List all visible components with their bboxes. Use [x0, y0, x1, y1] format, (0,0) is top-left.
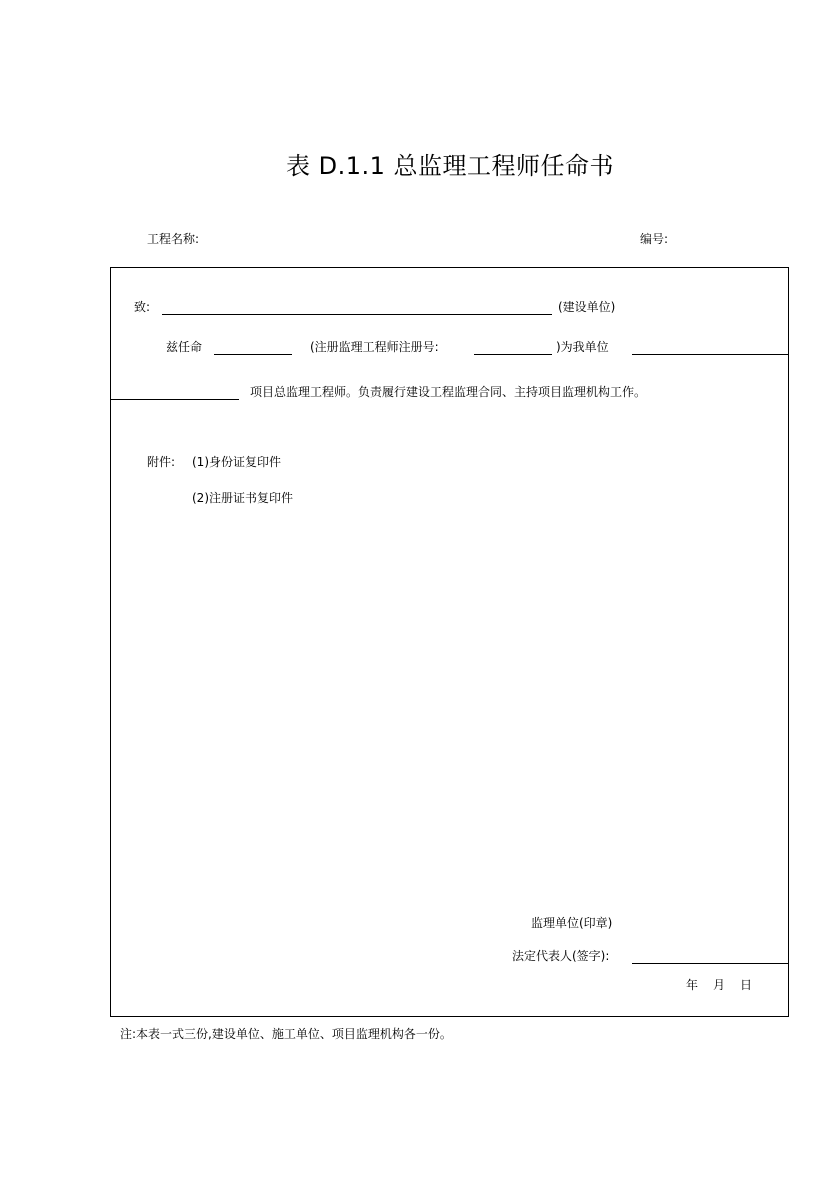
number-label: 编号:	[640, 232, 669, 246]
appoint-label: 兹任命	[166, 340, 203, 354]
attachment-2: (2)注册证书复印件	[192, 491, 293, 505]
date-month: 月	[713, 978, 726, 992]
attachments-label: 附件:	[147, 455, 176, 469]
project-field-continued[interactable]	[110, 399, 239, 400]
reg-no-label: (注册监理工程师注册号:	[310, 340, 439, 354]
page-title: 表 D.1.1 总监理工程师任命书	[285, 152, 615, 180]
legal-rep-signature-field[interactable]	[632, 963, 789, 964]
date-year: 年	[686, 978, 699, 992]
to-suffix: (建设单位)	[558, 300, 616, 314]
date-day: 日	[740, 978, 753, 992]
attachment-1: (1)身份证复印件	[192, 455, 281, 469]
appointee-name-field[interactable]	[214, 354, 292, 355]
supervision-unit-label: 监理单位(印章)	[531, 916, 613, 930]
reg-no-field[interactable]	[474, 354, 552, 355]
project-field[interactable]	[632, 354, 789, 355]
form-box	[110, 267, 789, 1017]
our-unit-label: )为我单位	[556, 340, 609, 354]
project-name-label: 工程名称:	[147, 232, 200, 246]
to-label: 致:	[134, 300, 151, 314]
duty-text: 项目总监理工程师。负责履行建设工程监理合同、主持项目监理机构工作。	[250, 385, 647, 399]
footnote: 注:本表一式三份,建设单位、施工单位、项目监理机构各一份。	[120, 1027, 452, 1041]
legal-rep-label: 法定代表人(签字):	[512, 949, 610, 963]
construction-unit-field[interactable]	[162, 314, 552, 315]
